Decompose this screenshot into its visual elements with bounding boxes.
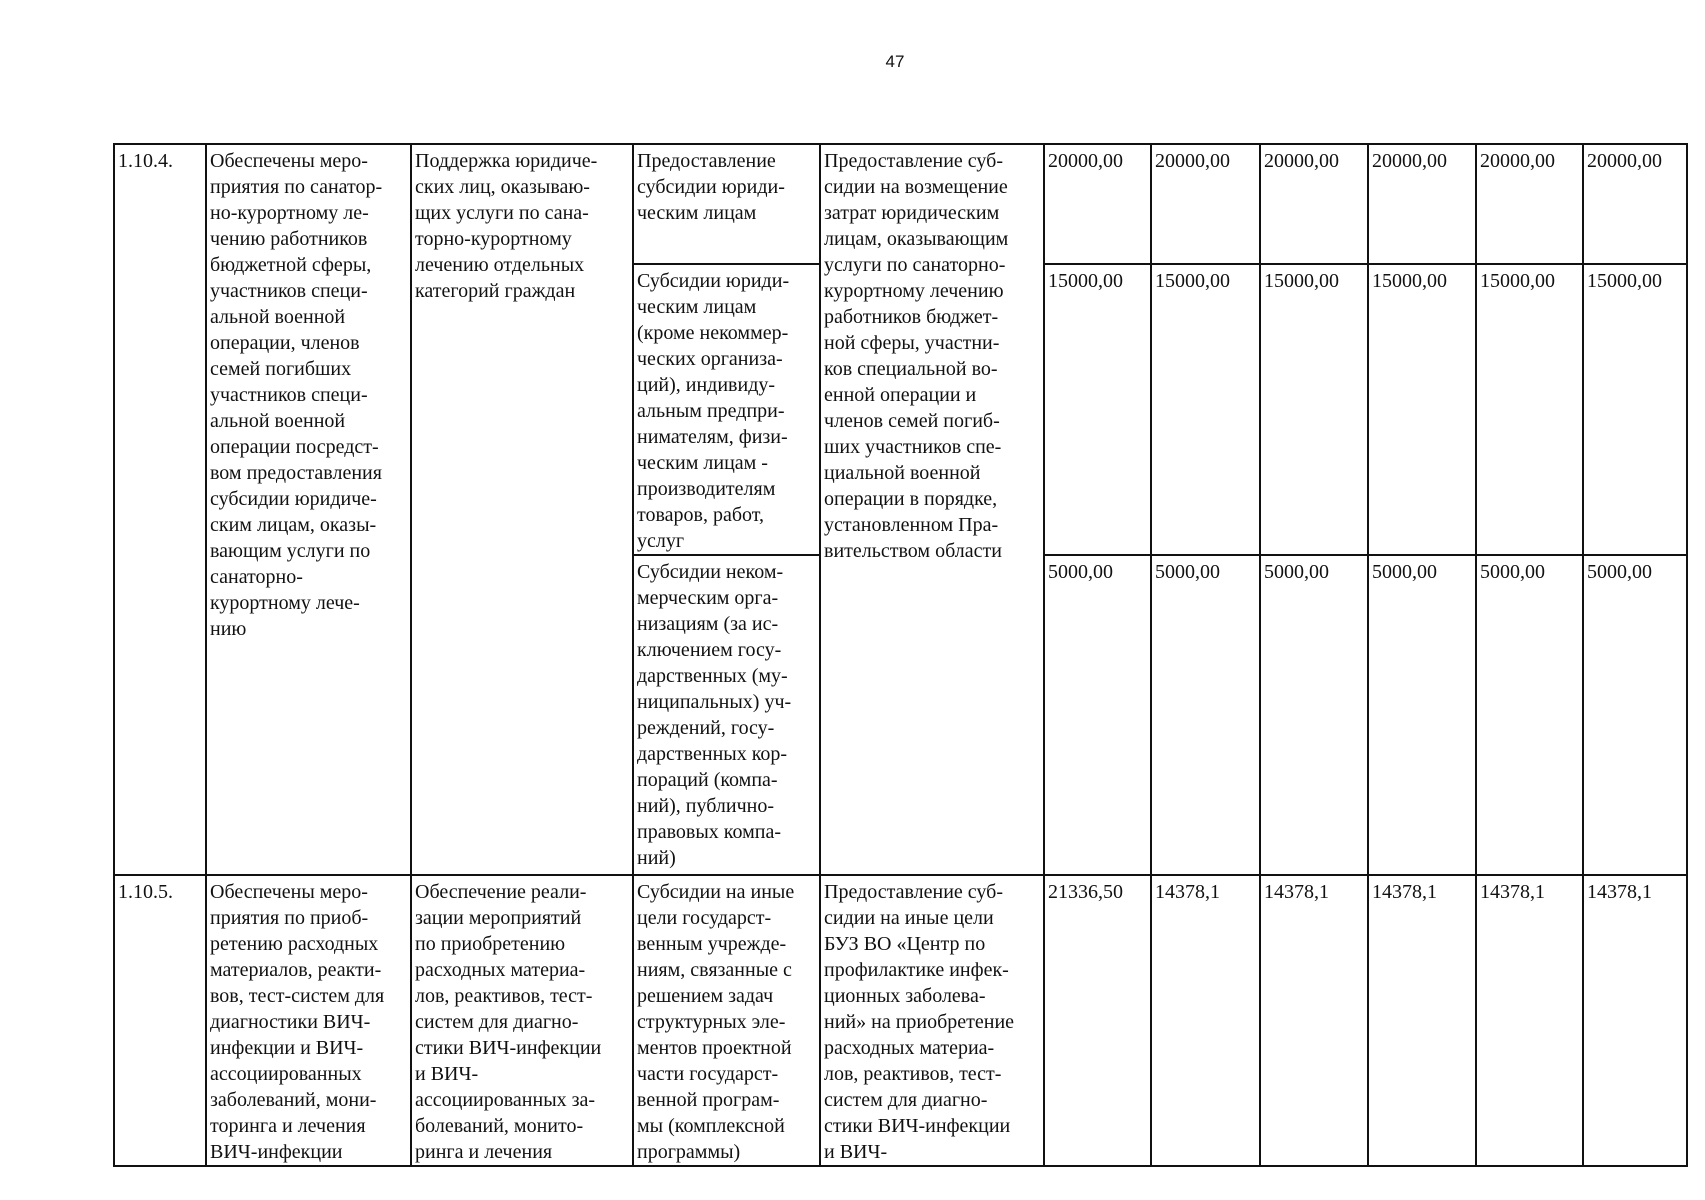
value-cell: 15000,00: [1260, 264, 1368, 555]
mechanism-cell: Предоставление суб- сидии на возмещение затрат юридическим лицам, оказывающим услуги по санаторно- курортному лечению работников бюджет- ной сферы, участни- ков специальной во- енной операции и членов семей погиб- ших участников спе- циальной военной операции в порядке, установленном Пра- вительством области: [820, 144, 1044, 875]
subsidy-type-cell: Субсидии неком- мерческим орга- низациям (за ис- ключением госу- дарственных (му- ниципальных) уч- реждений, госу- дарственных кор- пораций (компа- ний), публично- правовых компа- ний): [633, 555, 820, 875]
value-cell: 20000,00: [1583, 144, 1687, 264]
row-number: 1.10.5.: [114, 875, 206, 1166]
value-cell: 20000,00: [1476, 144, 1583, 264]
subsidy-type-cell: Предоставление субсидии юриди- ческим лицам: [633, 144, 820, 264]
value-cell: 15000,00: [1583, 264, 1687, 555]
value-cell: 5000,00: [1476, 555, 1583, 875]
row-number: 1.10.4.: [114, 144, 206, 875]
value-cell: 14378,1: [1368, 875, 1476, 1166]
value-cell: 15000,00: [1044, 264, 1151, 555]
value-cell: 5000,00: [1044, 555, 1151, 875]
value-cell: 14378,1: [1476, 875, 1583, 1166]
value-cell: 14378,1: [1583, 875, 1687, 1166]
value-cell: 20000,00: [1368, 144, 1476, 264]
value-cell: 14378,1: [1260, 875, 1368, 1166]
value-cell: 20000,00: [1151, 144, 1260, 264]
value-cell: 5000,00: [1151, 555, 1260, 875]
mechanism-cell: Предоставление суб- сидии на иные цели БУЗ ВО «Центр по профилактике инфек- ционных заболева- ний» на приобретение расходных материа- лов, реактивов, тест- систем для диагно- стики ВИЧ-инфекции и ВИЧ-: [820, 875, 1044, 1166]
page-number: 47: [885, 52, 905, 71]
measure-cell: Поддержка юридиче- ских лиц, оказываю- щих услуги по сана- торно-курортному лечению отдельных категорий граждан: [411, 144, 633, 875]
value-cell: 15000,00: [1151, 264, 1260, 555]
value-cell: 20000,00: [1044, 144, 1151, 264]
value-cell: 21336,50: [1044, 875, 1151, 1166]
subsidy-type-cell: Субсидии на иные цели государст- венным учрежде- ниям, связанные с решением задач структурных эле- ментов проектной части государст- венной програм- мы (комплексной программы): [633, 875, 820, 1166]
value-cell: 20000,00: [1260, 144, 1368, 264]
value-cell: 15000,00: [1476, 264, 1583, 555]
value-cell: 5000,00: [1368, 555, 1476, 875]
result-cell: Обеспечены меро- приятия по приоб- ретению расходных материалов, реакти- вов, тест-систем для диагностики ВИЧ- инфекции и ВИЧ- ассоциированных заболеваний, мони- торинга и лечения ВИЧ-инфекции: [206, 875, 411, 1166]
value-cell: 15000,00: [1368, 264, 1476, 555]
subsidy-type-cell: Субсидии юриди- ческим лицам (кроме некоммер- ческих организа- ций), индивиду- альным предпри- нимателям, физи- ческим лицам - производителям товаров, работ, услуг: [633, 264, 820, 555]
value-cell: 14378,1: [1151, 875, 1260, 1166]
value-cell: 5000,00: [1260, 555, 1368, 875]
value-cell: 5000,00: [1583, 555, 1687, 875]
result-cell: Обеспечены меро- приятия по санатор- но-курортному ле- чению работников бюджетной сферы, участников специ- альной военной операции, членов семей погибших участников специ- альной военной операции посредст- вом предоставления субсидии юридиче- ским лицам, оказы- вающим услуги по санаторно- курортному лече- нию: [206, 144, 411, 875]
program-table: [113, 143, 1688, 1167]
measure-cell: Обеспечение реали- зации мероприятий по приобретению расходных материа- лов, реактивов, тест- систем для диагно- стики ВИЧ-инфекции и ВИЧ- ассоциированных за- болеваний, монито- ринга и лечения: [411, 875, 633, 1166]
table-row: [114, 875, 1687, 1166]
table-row: [114, 144, 1687, 264]
